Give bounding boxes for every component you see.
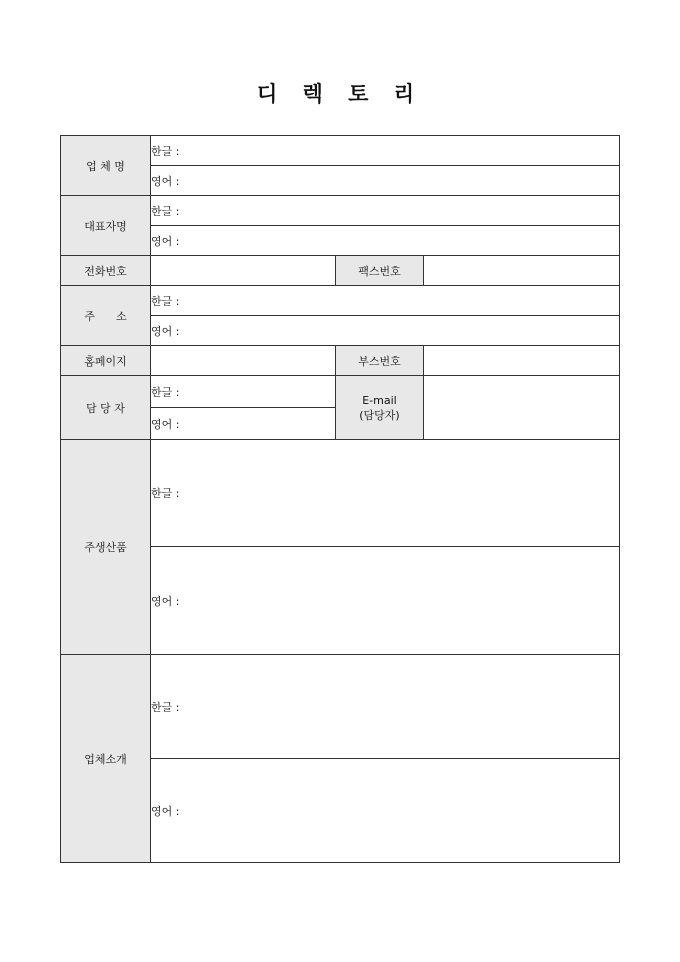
phone-field[interactable] <box>151 256 336 286</box>
address-label: 주 소 <box>61 286 151 346</box>
company-name-label: 업 체 명 <box>61 136 151 196</box>
email-label: E-mail <box>362 393 397 407</box>
homepage-field[interactable] <box>151 346 336 376</box>
homepage-label: 홈페이지 <box>61 346 151 376</box>
intro-eng-field[interactable]: 영어 : <box>151 759 620 863</box>
products-label: 주생산품 <box>61 440 151 655</box>
email-label-cell <box>336 376 424 440</box>
email-field[interactable] <box>424 376 620 440</box>
ceo-label: 대표자명 <box>61 196 151 256</box>
company-name-kor-field[interactable]: 한글 : <box>151 136 620 166</box>
contact-eng-field[interactable]: 영어 : <box>151 408 336 440</box>
page-title: 디 렉 토 리 <box>256 81 424 106</box>
booth-label: 부스번호 <box>336 346 424 376</box>
fax-label: 팩스번호 <box>336 256 424 286</box>
contact-label: 담 당 자 <box>61 376 151 440</box>
products-kor-field[interactable]: 한글 : <box>151 440 620 547</box>
intro-kor-field[interactable]: 한글 : <box>151 655 620 759</box>
address-eng-field[interactable]: 영어 : <box>151 316 620 346</box>
ceo-eng-field[interactable]: 영어 : <box>151 226 620 256</box>
contact-kor-field[interactable]: 한글 : <box>151 376 336 408</box>
directory-form <box>60 135 620 863</box>
ceo-kor-field[interactable]: 한글 : <box>151 196 620 226</box>
phone-label: 전화번호 <box>61 256 151 286</box>
products-eng-field[interactable]: 영어 : <box>151 547 620 655</box>
intro-label: 업체소개 <box>61 655 151 863</box>
company-name-eng-field[interactable]: 영어 : <box>151 166 620 196</box>
address-kor-field[interactable]: 한글 : <box>151 286 620 316</box>
booth-field[interactable] <box>424 346 620 376</box>
email-sub-label: (담당자) <box>359 408 400 422</box>
fax-field[interactable] <box>424 256 620 286</box>
